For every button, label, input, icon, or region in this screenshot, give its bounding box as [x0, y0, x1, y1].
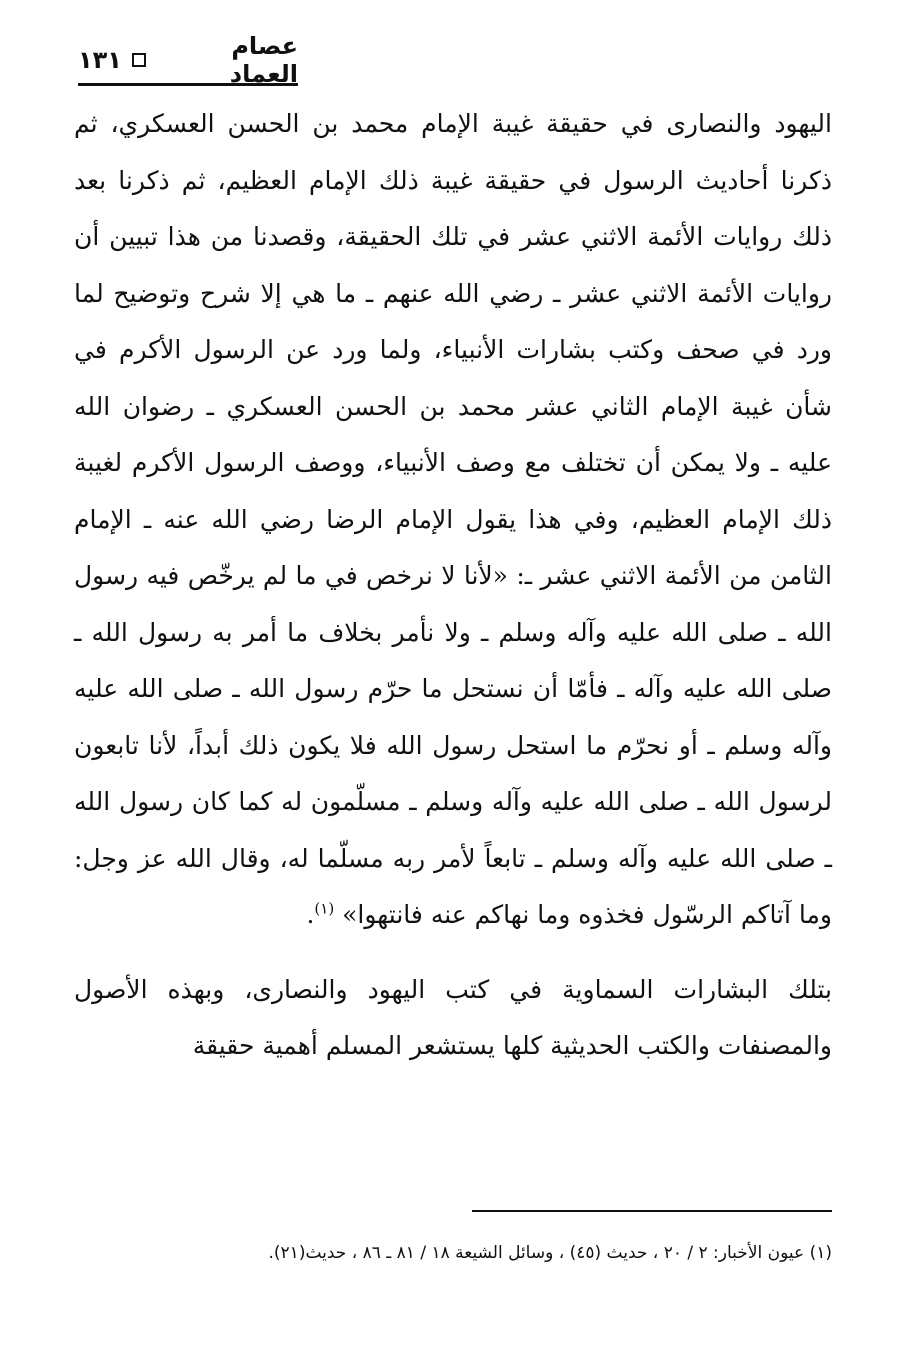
footnote-reference-period: .: [306, 900, 315, 929]
footnote-divider: [472, 1210, 832, 1212]
footnote-reference: (١): [314, 899, 335, 918]
page-number: ١٣١: [78, 45, 122, 74]
paragraph-1-text: اليهود والنصارى في حقيقة غيبة الإمام محمد بن الحسن العسكري، ثم ذكرنا أحاديث الرسول في حقيقة غيبة ذلك الإمام العظيم، ثم ذكرنا بعد ذلك روايات الأئمة الاثني عشر في تلك الحقيقة، وقصدنا من هذا تبيين أن روايات الأئمة الاثني عشر ـ رضي الله عنهم ـ ما هي إلا شرح وتوضيح لما ورد في صحف وكتب بشارات الأنبياء، ولما ورد عن الرسول الأكرم في شأن غيبة الإمام الثاني عشر محمد بن الحسن العسكري ـ رضوان الله عليه ـ ولا يمكن أن تختلف مع وصف الأنبياء، ووصف الرسول الأكرم لغيبة ذلك الإمام العظيم، وفي هذا يقول الإمام الرضا رضي الله عنه ـ الإمام الثامن من الأئمة الاثني عشر ـ: «لأنا لا نرخص في ما لم يرخّص فيه رسول الله ـ صلى الله عليه وآله وسلم ـ ولا نأمر بخلاف ما أمر به رسول الله ـ صلى الله عليه وآله ـ فأمّا أن نستحل ما حرّم رسول الله ـ صلى الله عليه وآله وسلم ـ أو نحرّم ما استحل رسول الله فلا يكون ذلك أبداً، لأنا تابعون لرسول الله ـ صلى الله عليه وآله وسلم ـ مسلّمون له كما كان رسول الله ـ صلى الله عليه وآله وسلم ـ تابعاً لأمر ربه مسلّما له، وقال الله عز وجل: وما آتاكم الرسّول فخذوه وما نهاكم عنه فانتهوا»: [74, 109, 832, 929]
paragraph-2: بتلك البشارات السماوية في كتب اليهود والنصارى، وبهذه الأصول والمصنفات والكتب الحديثية كلها يستشعر المسلم أهمية حقيقة: [74, 974, 832, 1060]
paragraph-1: [74, 96, 832, 944]
header-title: عصام العماد: [229, 31, 298, 88]
main-text: [74, 96, 832, 1075]
footnote: (١) عيون الأخبار: ٢ / ٢٠ ، حديث (٤٥) ، وسائل الشيعة ١٨ / ٨١ ـ ٨٦ ، حديث(٢١).: [268, 1243, 832, 1263]
running-header: [78, 31, 298, 88]
separator-square-icon: [132, 53, 146, 67]
